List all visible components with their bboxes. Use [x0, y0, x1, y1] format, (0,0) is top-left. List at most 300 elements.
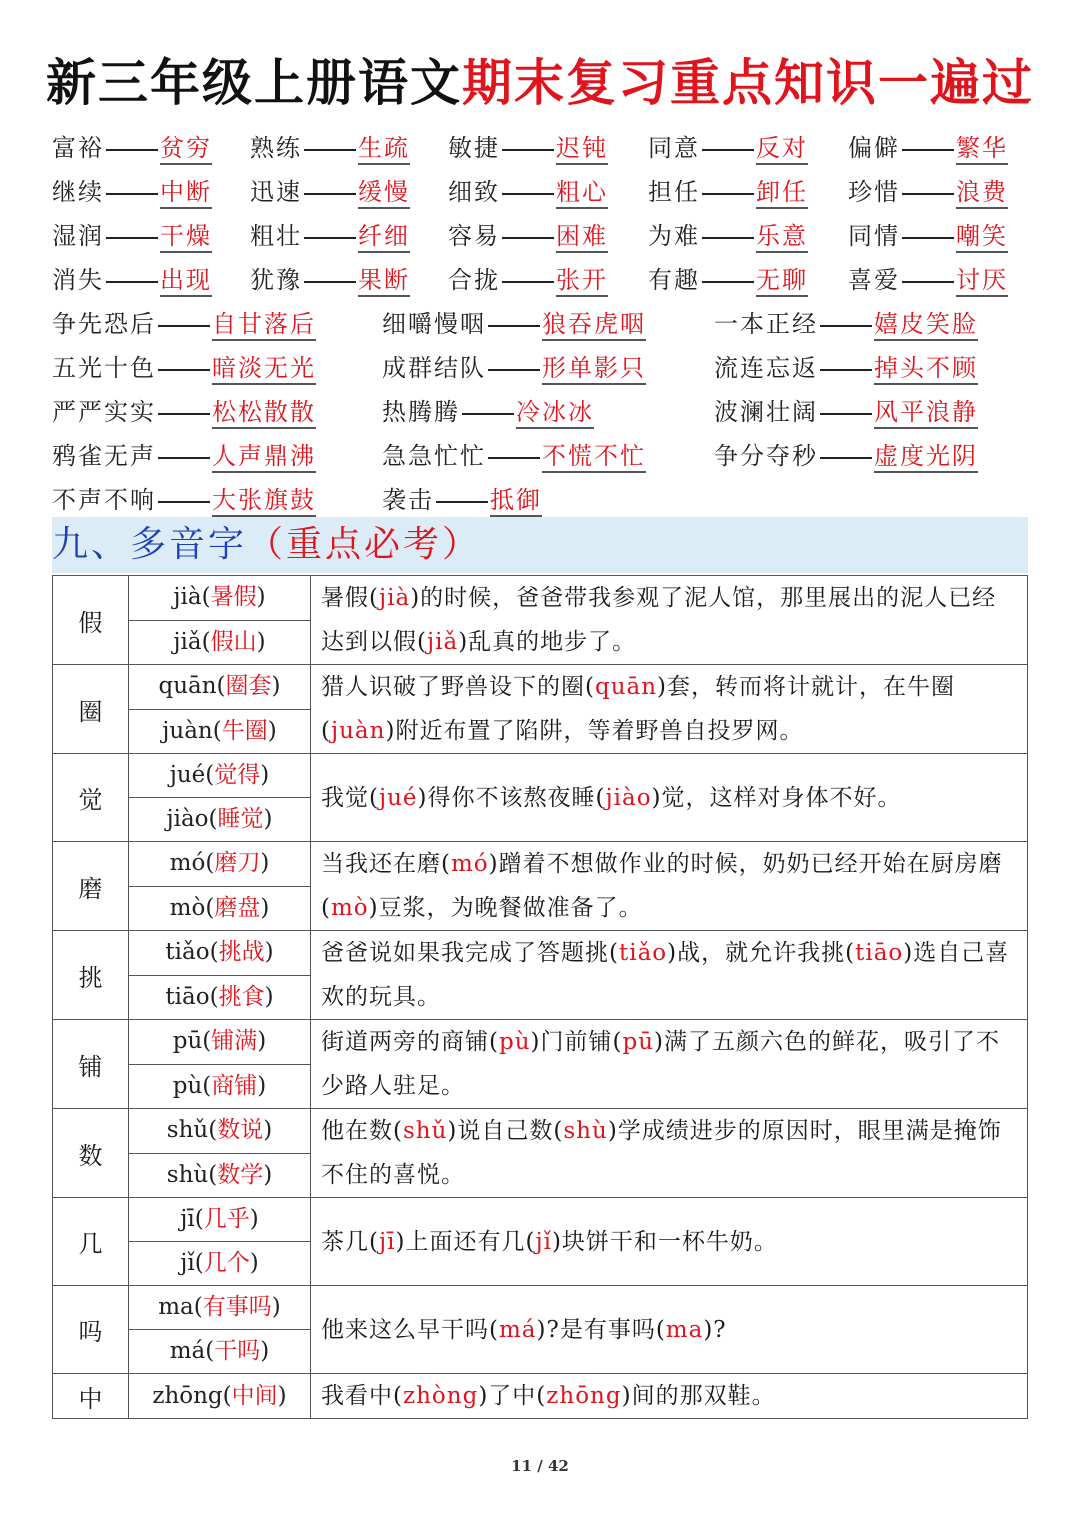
sentence-text: )豆浆，为晚餐做准备了。 — [368, 895, 643, 921]
highlight-pinyin: jià — [378, 585, 411, 611]
reading-cell — [129, 1020, 311, 1065]
dash-line — [502, 149, 554, 151]
sentence-text: 我觉( — [321, 784, 379, 811]
idiom-row — [52, 390, 1042, 434]
reading-pinyin: jiǎ — [173, 628, 202, 655]
reading-word: 挑食 — [218, 983, 265, 1010]
antonym-pair — [848, 214, 1008, 258]
idiom-word: 袭击 — [382, 486, 434, 514]
sentence-text: )战，就允许我挑( — [667, 940, 856, 966]
dash-line — [106, 281, 158, 283]
paren: ) — [264, 983, 274, 1010]
reading-pinyin: pù — [172, 1072, 203, 1099]
dash-line — [304, 149, 356, 151]
dash-line — [820, 413, 872, 415]
paren: ( — [208, 1117, 218, 1144]
antonym-row — [52, 170, 1042, 214]
polyphone-char: 挑 — [53, 931, 129, 1020]
paren: ( — [209, 983, 219, 1010]
idiom-word: 一本正经 — [714, 310, 818, 338]
antonym-answer: 果断 — [358, 266, 410, 297]
paren: ( — [201, 584, 211, 611]
paren: ) — [264, 939, 274, 966]
antonym-word: 湿润 — [52, 222, 104, 250]
highlight-pinyin: jī — [378, 1228, 396, 1255]
antonym-pair — [250, 214, 410, 258]
dash-line — [820, 457, 872, 459]
example-sentence — [311, 1198, 1028, 1286]
table-row — [53, 1198, 1028, 1242]
antonym-word: 粗壮 — [250, 222, 302, 250]
paren: ) — [263, 1117, 273, 1144]
idiom-pair — [382, 434, 646, 478]
reading-word: 磨刀 — [214, 850, 261, 877]
polyphone-table — [52, 575, 1028, 1419]
reading-word: 磨盘 — [214, 894, 261, 921]
idiom-answer: 冷冰冰 — [516, 398, 594, 429]
antonym-row — [52, 126, 1042, 170]
sentence-text: 他在数( — [321, 1118, 403, 1144]
antonym-pair — [52, 214, 212, 258]
antonym-answer: 张开 — [556, 266, 608, 297]
sentence-text: )门前铺( — [530, 1029, 623, 1055]
antonym-word: 继续 — [52, 178, 104, 206]
paren: ( — [212, 717, 222, 744]
sentence-text: )套，转而将计就计，在牛圈( — [321, 674, 956, 744]
reading-pinyin: shù — [166, 1161, 209, 1188]
antonym-pair — [250, 258, 410, 302]
dash-line — [502, 237, 554, 239]
sentence-text: )乱真的地步了。 — [458, 629, 637, 655]
antonym-pair — [448, 170, 608, 214]
dash-line — [304, 193, 356, 195]
reading-cell — [129, 1109, 311, 1154]
example-sentence — [311, 842, 1028, 931]
dash-line — [158, 325, 210, 327]
idiom-answer: 虚度光阴 — [874, 442, 978, 473]
table-row — [53, 1374, 1028, 1419]
paren: ) — [257, 1028, 267, 1055]
reading-cell — [129, 975, 311, 1020]
paren: ) — [267, 717, 277, 744]
highlight-pinyin: quān — [594, 674, 658, 700]
idiom-answer: 嬉皮笑脸 — [874, 310, 978, 341]
reading-pinyin: mò — [169, 894, 206, 921]
sentence-text: )选自己喜欢的玩具。 — [321, 940, 1010, 1010]
example-sentence — [311, 1020, 1028, 1109]
idiom-answer: 抵御 — [490, 486, 542, 517]
paren: ) — [249, 1250, 259, 1276]
reading-cell — [129, 798, 311, 842]
page-number: 11 / 42 — [511, 1457, 569, 1475]
dash-line — [488, 457, 540, 459]
idiom-word: 热腾腾 — [382, 398, 460, 426]
reading-cell — [129, 886, 311, 931]
idiom-word: 成群结队 — [382, 354, 486, 382]
dash-line — [502, 193, 554, 195]
example-sentence — [311, 665, 1028, 754]
example-sentence — [311, 1109, 1028, 1198]
example-sentence — [311, 576, 1028, 665]
antonym-word: 珍惜 — [848, 178, 900, 206]
antonym-answer: 干燥 — [160, 222, 212, 253]
sentence-text: 当我还在磨( — [321, 851, 451, 877]
antonym-pair — [52, 170, 212, 214]
polyphone-char: 觉 — [53, 754, 129, 842]
paren: ( — [205, 1338, 215, 1364]
antonym-word: 有趣 — [648, 266, 700, 294]
dash-line — [304, 237, 356, 239]
dash-line — [902, 237, 954, 239]
idiom-answer: 狼吞虎咽 — [542, 310, 646, 341]
paren: ( — [194, 1250, 204, 1276]
idiom-word: 五光十色 — [52, 354, 156, 382]
polyphone-char: 数 — [53, 1109, 129, 1198]
idiom-word: 流连忘返 — [714, 354, 818, 382]
idiom-pair — [382, 390, 594, 434]
highlight-pinyin: ma — [665, 1316, 704, 1343]
antonym-pair — [448, 126, 608, 170]
polyphone-char: 圈 — [53, 665, 129, 754]
reading-cell — [129, 1374, 311, 1419]
paren: ) — [271, 1294, 281, 1320]
idiom-pair — [52, 302, 316, 346]
sentence-text: )学成绩进步的原因时，眼里满是掩饰不住的喜悦。 — [321, 1118, 1002, 1188]
antonym-answer: 迟钝 — [556, 134, 608, 165]
idiom-pair — [714, 434, 978, 478]
idiom-row — [52, 302, 1042, 346]
idiom-answer: 大张旗鼓 — [212, 486, 316, 517]
antonym-pair — [448, 258, 608, 302]
sentence-text: 茶几( — [321, 1228, 379, 1255]
sentence-text: )得你不该熬夜睡( — [417, 784, 606, 811]
idiom-word: 细嚼慢咽 — [382, 310, 486, 338]
idiom-answer: 掉头不顾 — [874, 354, 978, 385]
paren: ) — [257, 1072, 267, 1099]
idiom-word: 争分夺秒 — [714, 442, 818, 470]
antonym-pair — [52, 258, 212, 302]
idiom-word: 不声不响 — [52, 486, 156, 514]
antonym-word: 消失 — [52, 266, 104, 294]
idiom-row — [52, 478, 1042, 522]
antonym-row — [52, 214, 1042, 258]
page-title — [0, 48, 1080, 118]
sentence-text: 街道两旁的商铺( — [321, 1029, 499, 1055]
sentence-text: )满了五颜六色的鲜花，吸引了不少路人驻足。 — [321, 1029, 1001, 1099]
dash-line — [820, 369, 872, 371]
dash-line — [702, 193, 754, 195]
paren: ( — [209, 939, 219, 966]
highlight-pinyin: zhòng — [402, 1383, 479, 1409]
antonym-word: 富裕 — [52, 134, 104, 162]
dash-line — [488, 369, 540, 371]
paren: ( — [208, 806, 218, 832]
antonym-answer: 中断 — [160, 178, 212, 209]
antonym-row — [52, 258, 1042, 302]
idiom-pair — [382, 478, 542, 522]
antonym-answer: 浪费 — [956, 178, 1008, 209]
paren: ( — [193, 1294, 203, 1320]
antonym-answer: 乐意 — [756, 222, 808, 253]
idiom-pair — [52, 478, 316, 522]
reading-pinyin: tiǎo — [165, 939, 210, 966]
reading-cell — [129, 576, 311, 621]
antonym-word: 敏捷 — [448, 134, 500, 162]
highlight-pinyin: mó — [450, 851, 489, 877]
antonym-word: 迅速 — [250, 178, 302, 206]
antonym-word: 熟练 — [250, 134, 302, 162]
reading-pinyin: juàn — [162, 717, 213, 744]
antonym-word: 为难 — [648, 222, 700, 250]
idiom-row — [52, 434, 1042, 478]
highlight-pinyin: pù — [498, 1029, 531, 1055]
sentence-text: 暑假( — [321, 585, 379, 611]
paren: ( — [201, 628, 211, 655]
table-row — [53, 576, 1028, 621]
antonym-list — [52, 126, 1042, 522]
polyphone-char: 几 — [53, 1198, 129, 1286]
highlight-pinyin: tiāo — [855, 940, 904, 966]
reading-pinyin: jǐ — [180, 1250, 195, 1276]
reading-word: 几个 — [203, 1250, 250, 1276]
idiom-answer: 不慌不忙 — [542, 442, 646, 473]
reading-word: 暑假 — [210, 584, 257, 611]
paren: ( — [205, 850, 215, 877]
antonym-word: 同意 — [648, 134, 700, 162]
reading-pinyin: pū — [172, 1028, 203, 1055]
idiom-pair — [382, 346, 646, 390]
table-row — [53, 1020, 1028, 1065]
idiom-word: 严严实实 — [52, 398, 156, 426]
reading-cell — [129, 754, 311, 798]
idiom-answer: 自甘落后 — [212, 310, 316, 341]
antonym-word: 担任 — [648, 178, 700, 206]
antonym-answer: 缓慢 — [358, 178, 410, 209]
reading-cell — [129, 842, 311, 887]
highlight-pinyin: shù — [563, 1118, 608, 1144]
dash-line — [902, 149, 954, 151]
sentence-text: )觉，这样对身体不好。 — [651, 784, 902, 811]
sentence-text: )了中( — [478, 1383, 547, 1409]
reading-pinyin: tiāo — [165, 983, 210, 1010]
reading-word: 圈套 — [225, 673, 272, 700]
highlight-pinyin: jiào — [605, 784, 652, 811]
antonym-answer: 卸任 — [756, 178, 808, 209]
dash-line — [158, 457, 210, 459]
sentence-text: )块饼干和一杯牛奶。 — [551, 1228, 778, 1255]
reading-pinyin: mó — [169, 850, 206, 877]
idiom-pair — [714, 390, 978, 434]
reading-word: 铺满 — [211, 1028, 258, 1055]
antonym-pair — [648, 170, 808, 214]
reading-word: 假山 — [210, 628, 257, 655]
paren: ( — [205, 762, 215, 788]
dash-line — [436, 501, 488, 503]
polyphone-char: 吗 — [53, 1286, 129, 1374]
antonym-word: 合拢 — [448, 266, 500, 294]
antonym-word: 同情 — [848, 222, 900, 250]
idiom-word: 波澜壮阔 — [714, 398, 818, 426]
idiom-pair — [52, 390, 316, 434]
reading-pinyin: zhōng — [152, 1383, 223, 1409]
antonym-pair — [848, 126, 1008, 170]
dash-line — [820, 325, 872, 327]
reading-word: 中间 — [231, 1383, 278, 1409]
example-sentence — [311, 1374, 1028, 1419]
antonym-pair — [250, 170, 410, 214]
antonym-answer: 繁华 — [956, 134, 1008, 165]
highlight-pinyin: jǐ — [535, 1228, 552, 1255]
antonym-word: 喜爱 — [848, 266, 900, 294]
paren: ( — [222, 1383, 232, 1409]
dash-line — [462, 413, 514, 415]
antonym-word: 容易 — [448, 222, 500, 250]
reading-pinyin: jià — [173, 584, 202, 611]
dash-line — [902, 193, 954, 195]
reading-word: 有事吗 — [202, 1294, 272, 1320]
paren: ) — [260, 762, 270, 788]
table-row — [53, 842, 1028, 887]
reading-cell — [129, 1330, 311, 1374]
reading-cell — [129, 665, 311, 710]
antonym-answer: 无聊 — [756, 266, 808, 297]
polyphone-char: 铺 — [53, 1020, 129, 1109]
polyphone-char: 假 — [53, 576, 129, 665]
reading-pinyin: ma — [158, 1294, 194, 1320]
sentence-text: 爸爸说如果我完成了答题挑( — [321, 940, 619, 966]
sentence-text: )的时候，爸爸带我参观了泥人馆，那里展出的泥人已经达到以假( — [321, 585, 997, 655]
sentence-text: )?是有事吗( — [536, 1316, 666, 1343]
reading-pinyin: má — [169, 1338, 206, 1364]
idiom-word: 急急忙忙 — [382, 442, 486, 470]
dash-line — [488, 325, 540, 327]
highlight-pinyin: pū — [622, 1029, 655, 1055]
example-sentence — [311, 931, 1028, 1020]
dash-line — [304, 281, 356, 283]
sentence-text: )? — [703, 1316, 727, 1343]
antonym-answer: 纤细 — [358, 222, 410, 253]
antonym-answer: 嘲笑 — [956, 222, 1008, 253]
antonym-pair — [848, 258, 1008, 302]
reading-word: 睡觉 — [217, 806, 264, 832]
paren: ) — [277, 1383, 287, 1409]
paren: ( — [216, 673, 226, 700]
dash-line — [106, 237, 158, 239]
sentence-text: 他来这么早干吗( — [321, 1316, 499, 1343]
title-part-2: 期末复习重点知识一遍过 — [462, 53, 1034, 112]
reading-pinyin: jué — [169, 762, 206, 788]
paren: ) — [260, 850, 270, 877]
example-sentence — [311, 754, 1028, 842]
highlight-pinyin: má — [498, 1316, 537, 1343]
idiom-word: 争先恐后 — [52, 310, 156, 338]
reading-cell — [129, 931, 311, 976]
sentence-text: 猎人识破了野兽设下的圈( — [321, 674, 595, 700]
section-title — [52, 517, 481, 573]
antonym-pair — [648, 214, 808, 258]
reading-cell — [129, 709, 311, 754]
idiom-word: 鸦雀无声 — [52, 442, 156, 470]
reading-word: 挑战 — [218, 939, 265, 966]
dash-line — [106, 193, 158, 195]
polyphone-char: 中 — [53, 1374, 129, 1419]
reading-word: 牛圈 — [221, 717, 268, 744]
antonym-pair — [648, 126, 808, 170]
paren: ) — [263, 1161, 273, 1188]
antonym-word: 偏僻 — [848, 134, 900, 162]
reading-pinyin: shǔ — [166, 1117, 209, 1144]
dash-line — [902, 281, 954, 283]
antonym-answer: 反对 — [756, 134, 808, 165]
paren: ) — [271, 673, 281, 700]
sentence-text: )附近布置了陷阱，等着野兽自投罗网。 — [385, 718, 804, 744]
paren: ( — [208, 1161, 218, 1188]
table-row — [53, 665, 1028, 710]
reading-cell — [129, 620, 311, 665]
paren: ) — [263, 806, 273, 832]
example-sentence — [311, 1286, 1028, 1374]
reading-word: 商铺 — [211, 1072, 258, 1099]
highlight-pinyin: zhōng — [546, 1383, 622, 1409]
dash-line — [158, 369, 210, 371]
reading-pinyin: jiào — [166, 806, 209, 832]
idiom-row — [52, 346, 1042, 390]
highlight-pinyin: tiǎo — [618, 940, 668, 966]
sentence-text: 我看中( — [321, 1383, 403, 1409]
antonym-pair — [52, 126, 212, 170]
reading-cell — [129, 1286, 311, 1330]
table-row — [53, 754, 1028, 798]
table-row — [53, 931, 1028, 976]
reading-word: 几乎 — [203, 1206, 250, 1232]
sentence-text: )蹭着不想做作业的时候，奶奶已经开始在厨房磨( — [321, 851, 1003, 921]
antonym-answer: 困难 — [556, 222, 608, 253]
idiom-pair — [714, 346, 978, 390]
dash-line — [702, 281, 754, 283]
idiom-pair — [382, 302, 646, 346]
antonym-answer: 生疏 — [358, 134, 410, 165]
antonym-answer: 贫穷 — [160, 134, 212, 165]
paren: ) — [256, 628, 266, 655]
paren: ( — [194, 1206, 204, 1232]
highlight-pinyin: jué — [378, 784, 418, 811]
highlight-pinyin: mò — [330, 895, 369, 921]
antonym-word: 犹豫 — [250, 266, 302, 294]
paren: ) — [256, 584, 266, 611]
idiom-answer: 松松散散 — [212, 398, 316, 429]
idiom-answer: 形单影只 — [542, 354, 646, 385]
dash-line — [502, 281, 554, 283]
paren: ) — [260, 894, 270, 921]
antonym-answer: 粗心 — [556, 178, 608, 209]
antonym-pair — [648, 258, 808, 302]
idiom-pair — [52, 346, 316, 390]
paren: ) — [249, 1206, 259, 1232]
paren: ) — [260, 1338, 270, 1364]
dash-line — [702, 237, 754, 239]
section-title-note: （重点必考） — [247, 524, 482, 565]
reading-word: 数学 — [217, 1161, 264, 1188]
paren: ( — [202, 1072, 212, 1099]
antonym-answer: 讨厌 — [956, 266, 1008, 297]
dash-line — [158, 413, 210, 415]
sentence-text: )间的那双鞋。 — [621, 1383, 776, 1409]
antonym-word: 细致 — [448, 178, 500, 206]
reading-cell — [129, 1198, 311, 1242]
highlight-pinyin: jiǎ — [426, 629, 459, 655]
reading-cell — [129, 1064, 311, 1109]
reading-word: 数说 — [217, 1117, 264, 1144]
